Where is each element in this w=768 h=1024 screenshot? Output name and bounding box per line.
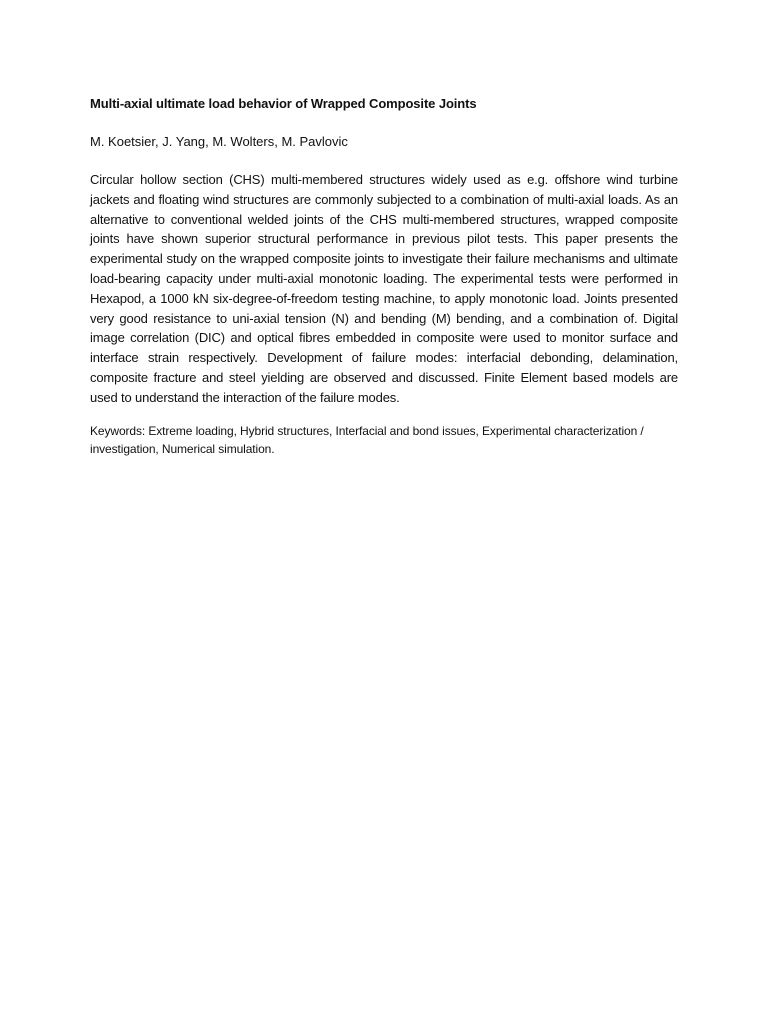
paper-authors: M. Koetsier, J. Yang, M. Wolters, M. Pavlovic	[90, 134, 348, 149]
document-page	[90, 94, 678, 458]
paper-abstract: Circular hollow section (CHS) multi-membered structures widely used as e.g. offshore wind turbine jackets and floating wind structures are commonly subjected to a combination of multi-axial loads. As an alternative to conventional welded joints of the CHS multi-membered structures, wrapped composite joints have shown superior structural performance in previous pilot tests. This paper presents the experimental study on the wrapped composite joints to investigate their failure mechanisms and ultimate load-bearing capacity under multi-axial monotonic loading. The experimental tests were performed in Hexapod, a 1000 kN six-degree-of-freedom testing machine, to apply monotonic load. Joints presented very good resistance to uni-axial tension (N) and bending (M) bending, and a combination of. Digital image correlation (DIC) and optical fibres embedded in composite were used to monitor surface and interface strain respectively. Development of failure modes: interfacial debonding, delamination, composite fracture and steel yielding are observed and discussed. Finite Element based models are used to understand the interaction of the failure modes.	[90, 172, 678, 405]
paper-keywords: Keywords: Extreme loading, Hybrid structures, Interfacial and bond issues, Experimental characterization / investigation, Numerical simulation.	[90, 423, 644, 456]
paper-title: Multi-axial ultimate load behavior of Wrapped Composite Joints	[90, 96, 477, 111]
